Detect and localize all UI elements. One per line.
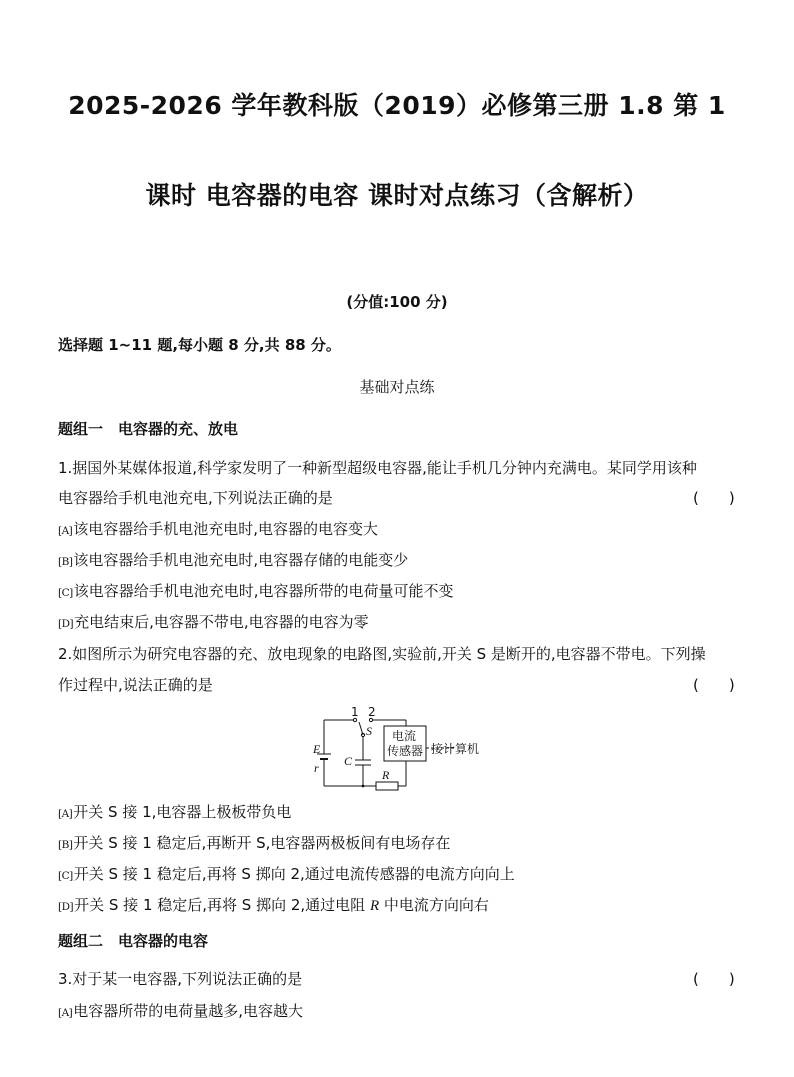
option-text: 电容器所带的电荷量越多,电容越大 xyxy=(73,1002,304,1020)
label-contact-1: 1 xyxy=(351,705,359,719)
sensor-label-line-2: 传感器 xyxy=(387,744,424,758)
label-contact-2: 2 xyxy=(368,705,376,719)
label-capacitor: C xyxy=(344,754,353,768)
option-text: 开关 S 接 1,电容器上极板带负电 xyxy=(73,803,292,821)
q1-option-a xyxy=(58,518,378,539)
label-switch: S xyxy=(366,724,372,738)
resistor-symbol xyxy=(376,782,398,790)
q1-stem-line-2: 电容器给手机电池充电,下列说法正确的是 xyxy=(58,489,333,507)
circuit-diagram xyxy=(310,704,490,794)
q3-answer-paren: ( ) xyxy=(693,970,735,988)
option-tag: [A] xyxy=(58,525,73,537)
option-tag: [D] xyxy=(58,618,74,630)
q2-stem-line-2: 作过程中,说法正确的是 xyxy=(58,676,213,694)
option-text: 开关 S 接 1 稳定后,再将 S 掷向 2,通过电阻 xyxy=(74,896,370,914)
label-resistor: R xyxy=(382,768,390,782)
option-tag: [A] xyxy=(58,1007,73,1019)
label-internal-resistance: r xyxy=(314,761,319,775)
q1-stem-line-1: 1.据国外某媒体报道,科学家发明了一种新型超级电容器,能让手机几分钟内充满电。某同学用该种 xyxy=(58,459,697,477)
q1-option-b xyxy=(58,549,408,570)
group-2-heading: 题组二 电容器的电容 xyxy=(58,932,209,950)
q2-option-d xyxy=(58,894,489,915)
label-emf: E xyxy=(313,742,321,756)
junction-dot xyxy=(362,785,365,788)
option-text: 该电容器给手机电池充电时,电容器的电容变大 xyxy=(73,520,379,538)
switch-blade xyxy=(359,722,363,735)
option-variable: R xyxy=(369,898,380,914)
option-tag: [B] xyxy=(58,839,73,851)
option-tag: [B] xyxy=(58,556,73,568)
q1-option-d xyxy=(58,611,369,632)
option-text: 该电容器给手机电池充电时,电容器所带的电荷量可能不变 xyxy=(73,582,454,600)
q2-stem-line-1: 2.如图所示为研究电容器的充、放电现象的电路图,实验前,开关 S 是断开的,电容器不带电。下列操 xyxy=(58,645,706,663)
instructions: 选择题 1~11 题,每小题 8 分,共 88 分。 xyxy=(58,336,341,354)
section-heading: 基础对点练 xyxy=(359,378,435,396)
computer-label: 接计算机 xyxy=(431,742,480,756)
q2-option-c xyxy=(58,863,515,884)
option-text: 开关 S 接 1 稳定后,再断开 S,电容器两极板间有电场存在 xyxy=(73,834,451,852)
document-title-line-2: 课时 电容器的电容 课时对点练习（含解析） xyxy=(145,181,649,210)
option-tag: [C] xyxy=(58,587,73,599)
option-text: 充电结束后,电容器不带电,电容器的电容为零 xyxy=(74,613,369,631)
option-tag: [D] xyxy=(58,901,74,913)
q2-option-b xyxy=(58,832,450,853)
group-1-heading: 题组一 电容器的充、放电 xyxy=(58,420,239,438)
sensor-label-line-1: 电流 xyxy=(392,729,417,743)
option-tag: [C] xyxy=(58,870,73,882)
option-tag: [A] xyxy=(58,808,73,820)
option-text: 该电容器给手机电池充电时,电容器存储的电能变少 xyxy=(73,551,409,569)
q2-answer-paren: ( ) xyxy=(693,676,735,694)
q3-stem-line-1: 3.对于某一电容器,下列说法正确的是 xyxy=(58,970,303,988)
option-text: 开关 S 接 1 稳定后,再将 S 掷向 2,通过电流传感器的电流方向向上 xyxy=(73,865,515,883)
q3-option-a xyxy=(58,1000,303,1021)
q1-answer-paren: ( ) xyxy=(693,489,735,507)
score-note: (分值:100 分) xyxy=(346,293,448,311)
document-title-line-1: 2025-2026 学年教科版（2019）必修第三册 1.8 第 1 xyxy=(68,91,726,120)
option-text: 中电流方向向右 xyxy=(379,896,489,914)
q2-option-a xyxy=(58,801,291,822)
q1-option-c xyxy=(58,580,454,601)
